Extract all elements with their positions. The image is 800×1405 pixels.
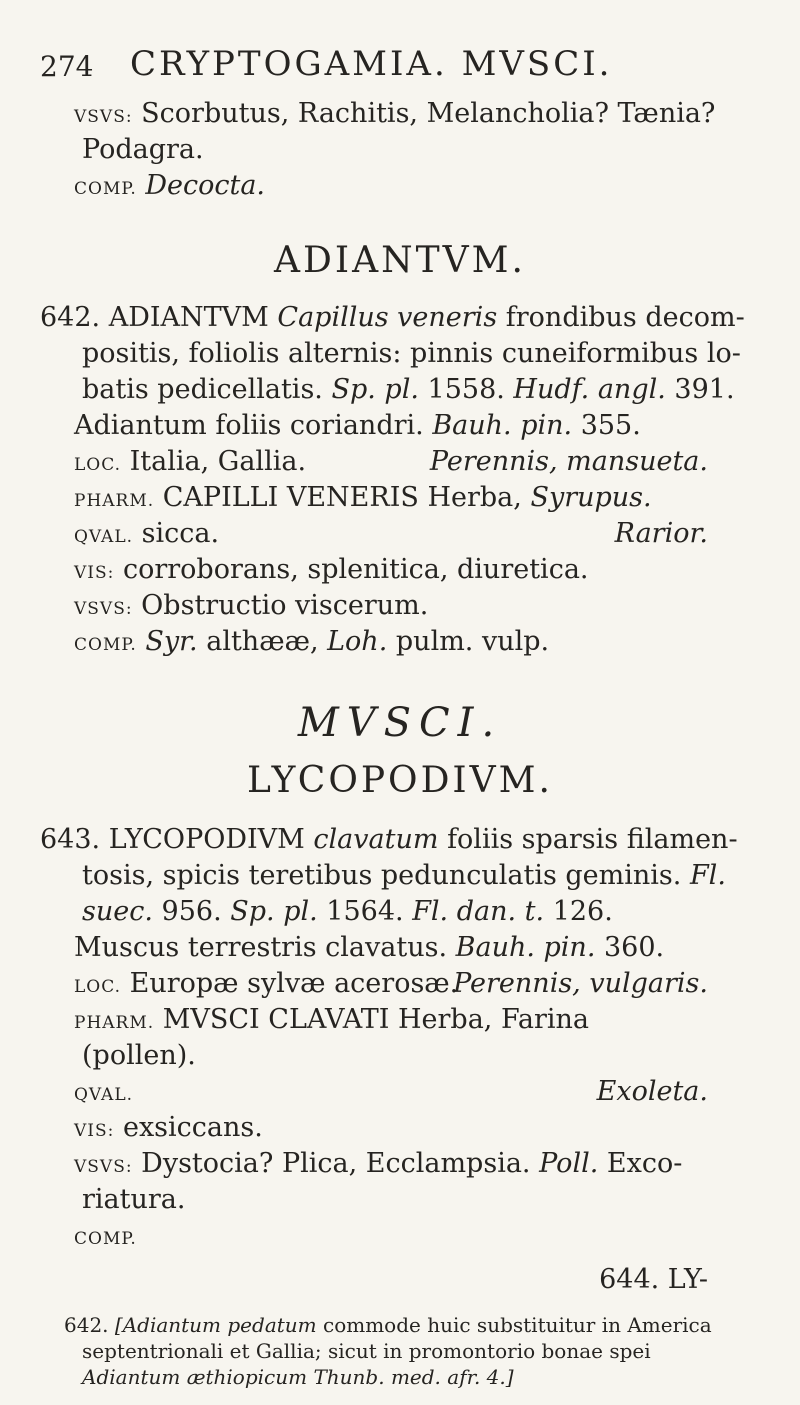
pharm-text: CAPILLI VENERIS Herba, [162,482,522,513]
usus-text: Exco- [606,1148,683,1179]
reference-number: 956. [161,896,222,927]
footnote-line-3: Adiantum æthiopicum Thunb. med. afr. 4.] [82,1365,514,1389]
comp-label: COMP. [74,1229,137,1249]
entry-643-line-2 [82,858,726,894]
entry-642-line-4 [74,408,641,444]
loc-text: Europæ sylvæ acerosæ. [129,968,459,999]
entry-643-line-4 [74,930,664,966]
vis-text: corroborans, splenitica, diuretica. [122,554,589,585]
vis-label: VIS: [74,1121,115,1141]
reference-title: Hudf. angl. [513,374,666,405]
comp-text: althææ, [206,626,319,657]
loc-line [74,444,708,483]
vis-line [74,552,589,591]
species-epithet: Capillus veneris [277,302,498,333]
comp-text: pulm. vulp. [395,626,550,657]
usus-line [74,96,715,135]
comp-text: Decocta. [145,170,265,201]
qual-label: QVAL. [74,527,134,547]
description-text: batis pedicellatis. [82,374,323,405]
section-heading-lycopodium: LYCOPODIVM. [247,760,553,801]
footnote-line-2: septentrionali et Gallia; sicut in promontorio bonae spei [82,1339,651,1363]
entry-642-line-3 [82,372,735,408]
entry-642-line-2: positis, foliolis alternis: pinnis cuneiformibus lo- [82,338,741,369]
section-heading-adiantum: ADIANTVM. [274,240,526,281]
comp-italic: Loh. [327,626,388,657]
comp-italic: Syr. [145,626,198,657]
description-text: frondibus decom- [505,302,745,333]
reference-number: 1564. [326,896,404,927]
usus-text: Obstructio viscerum. [141,590,429,621]
pharm-label: PHARM. [74,1013,155,1033]
footnote-text: commode huic substituitur in America [323,1313,712,1337]
description-text: foliis sparsis filamen- [447,824,738,855]
reference-title: Fl. [689,860,726,891]
vis-text: exsiccans. [122,1112,263,1143]
pharm-text: MVSCI CLAVATI Herba, Farina [162,1004,589,1035]
reference-number: 360. [604,932,665,963]
qual-line-643 [74,1074,708,1113]
vis-label: VIS: [74,563,115,583]
footnote-italic: [Adiantum pedatum [114,1313,317,1337]
comp-label: COMP. [74,179,137,199]
usus-label: VSVS: [74,1157,133,1177]
genus-name: ADIANTVM [108,302,269,333]
qual-text: sicca. [141,518,220,549]
reference-number: 391. [674,374,735,405]
loc-text: Italia, Gallia. [129,446,307,477]
pharm-label: PHARM. [74,491,155,511]
entry-643-line-1 [40,822,738,858]
pharm-line [74,480,652,519]
synonym-text: Muscus terrestris clavatus. [74,932,448,963]
vis-line-643 [74,1110,263,1149]
entry-number: 643. [40,824,101,855]
reference-number: 1558. [427,374,505,405]
page-number: 274 [40,50,94,83]
usus-line-642 [74,588,428,627]
usus-continuation-643: riatura. [82,1184,186,1215]
usus-continuation: Podagra. [82,134,204,165]
footnote-line-1 [64,1312,712,1338]
usus-text: Scorbutus, Rachitis, Melancholia? Tænia? [141,98,716,129]
pharm-line-643 [74,1002,589,1041]
duration-text: Perennis, mansueta. [429,446,708,477]
usus-label: VSVS: [74,599,133,619]
pharm-continuation: (pollen). [82,1040,196,1071]
comp-line-643 [74,1218,137,1257]
loc-line-643 [74,966,708,1005]
qual-line [74,516,708,555]
footnote-number: 642. [64,1313,109,1337]
duration-text: Perennis, vulgaris. [453,968,708,999]
genus-name: LYCOPODIVM [108,824,305,855]
usus-line-643 [74,1146,682,1185]
comp-line [74,168,265,207]
species-epithet: clavatum [313,824,439,855]
synonym-text: Adiantum foliis coriandri. [74,410,424,441]
reference-title: Sp. pl. [230,896,318,927]
comp-label: COMP. [74,635,137,655]
entry-642-line-1 [40,300,745,336]
reference-title: suec. [82,896,153,927]
reference-title: Poll. [539,1148,599,1179]
entry-643-line-3 [82,894,613,930]
loc-label: LOC. [74,455,122,475]
entry-number: 642. [40,302,101,333]
catchword: 644. LY- [599,1264,708,1295]
pharm-italic: Syrupus. [530,482,652,513]
comp-line-642 [74,624,549,663]
reference-title: Bauh. pin. [432,410,573,441]
description-text: tosis, spicis teretibus pedunculatis geminis. [82,860,682,891]
loc-label: LOC. [74,977,122,997]
quality-text: Exoleta. [596,1076,708,1107]
reference-title: Bauh. pin. [455,932,596,963]
usus-label: VSVS: [74,107,133,127]
reference-title: Sp. pl. [331,374,419,405]
frequency-text: Rarior. [614,518,708,549]
usus-text: Dystocia? Plica, Ecclampsia. [141,1148,531,1179]
group-heading-musci: MVSCI. [297,700,503,746]
running-title: CRYPTOGAMIA. MVSCI. [130,44,613,84]
reference-number: 126. [552,896,613,927]
qual-label: QVAL. [74,1085,134,1105]
reference-title: Fl. dan. t. [412,896,545,927]
reference-number: 355. [580,410,641,441]
